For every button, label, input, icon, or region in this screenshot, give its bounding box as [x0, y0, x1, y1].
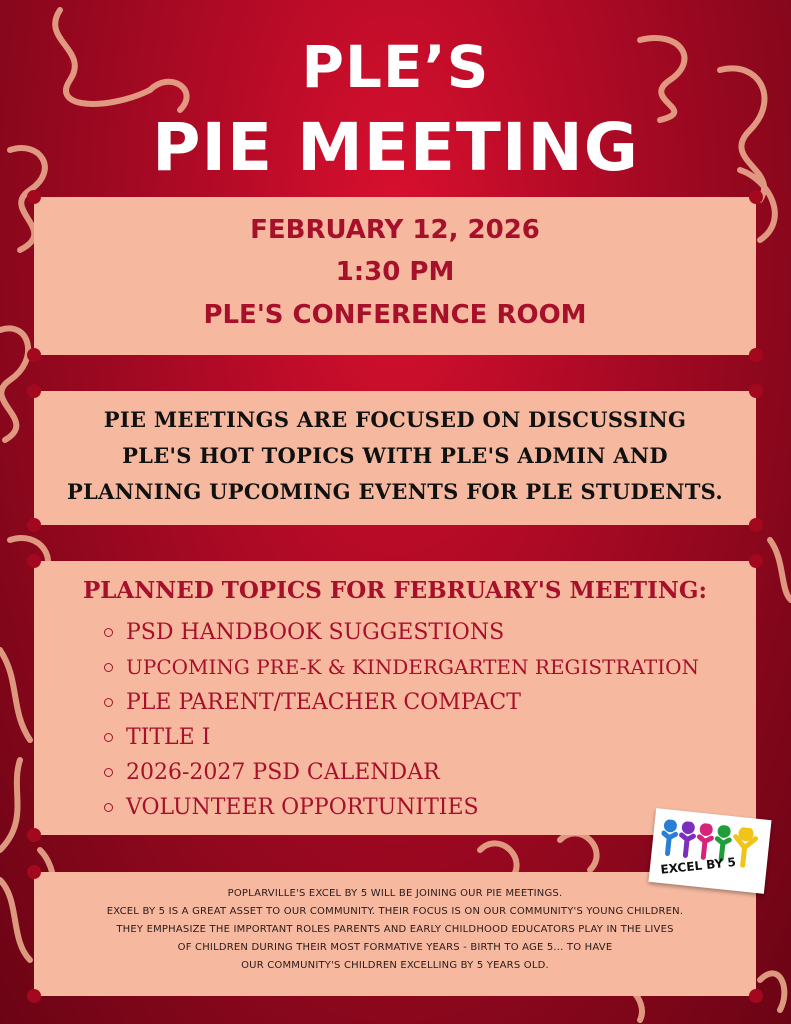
topic-item: PLE PARENT/TEACHER COMPACT [104, 685, 699, 720]
topics-heading: PLANNED TOPICS FOR FEBRUARY'S MEETING: [82, 577, 708, 604]
circle-bullet-icon [104, 733, 113, 742]
event-details-panel [34, 197, 756, 355]
circle-bullet-icon [104, 803, 113, 812]
topic-item: VOLUNTEER OPPORTUNITIES [104, 790, 699, 825]
description-panel [34, 391, 756, 525]
page-title-line-1: PLE’S [301, 33, 490, 101]
topic-item: PSD HANDBOOK SUGGESTIONS [104, 615, 699, 650]
topic-item: TITLE I [104, 720, 699, 755]
footer-line-3: THEY EMPHASIZE THE IMPORTANT ROLES PARENTS AND EARLY CHILDHOOD EDUCATORS PLAY IN THE LIVES [116, 924, 674, 935]
footer-line-1: POPLARVILLE'S EXCEL BY 5 WILL BE JOINING OUR PIE MEETINGS. [227, 888, 563, 899]
description-line-1: PIE MEETINGS ARE FOCUSED ON DISCUSSING [103, 407, 687, 432]
footer-panel [34, 872, 756, 996]
circle-bullet-icon [104, 628, 113, 637]
circle-bullet-icon [104, 698, 113, 707]
footer-line-5: OUR COMMUNITY'S CHILDREN EXCELLING BY 5 YEARS OLD. [241, 960, 549, 971]
topic-item: UPCOMING PRE-K & KINDERGARTEN REGISTRATION [104, 650, 699, 685]
event-time: 1:30 PM [335, 257, 455, 287]
event-date: FEBRUARY 12, 2026 [250, 215, 540, 245]
description-line-2: PLE'S HOT TOPICS WITH PLE'S ADMIN AND [122, 443, 668, 468]
footer-line-4: OF CHILDREN DURING THEIR MOST FORMATIVE YEARS - BIRTH TO AGE 5... TO HAVE [177, 942, 613, 953]
topic-item: 2026-2027 PSD CALENDAR [104, 755, 699, 790]
excel-by-5-logo [648, 808, 771, 894]
circle-bullet-icon [104, 768, 113, 777]
topics-list [104, 615, 699, 825]
logo-text: EXCEL BY 5 [659, 854, 737, 877]
circle-bullet-icon [104, 663, 113, 672]
page-title-line-2: PIE MEETING [152, 109, 639, 186]
event-location: PLE'S CONFERENCE ROOM [203, 300, 587, 330]
topics-panel [34, 561, 756, 835]
description-line-3: PLANNING UPCOMING EVENTS FOR PLE STUDENTS. [66, 479, 724, 504]
footer-line-2: EXCEL BY 5 IS A GREAT ASSET TO OUR COMMUNITY. THEIR FOCUS IS ON OUR COMMUNITY'S YOUNG CHILDREN. [106, 906, 684, 917]
